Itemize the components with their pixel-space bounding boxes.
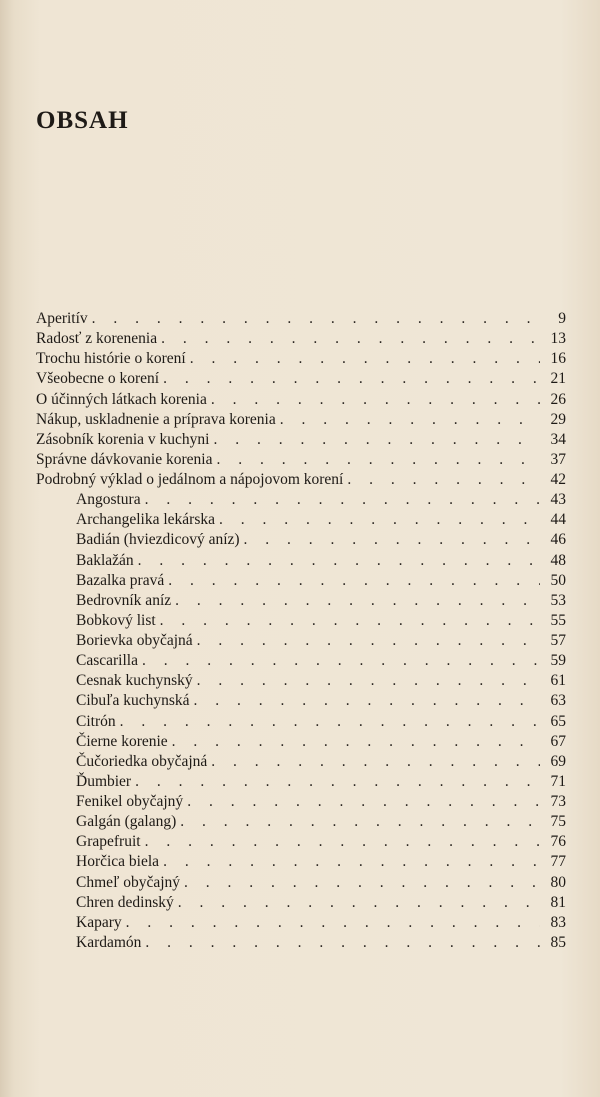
toc-entry-title: Archangelika lekárska xyxy=(76,511,216,529)
toc-entry xyxy=(36,591,566,611)
toc-entry xyxy=(36,329,566,349)
dot-leader xyxy=(161,329,540,349)
dot-leader xyxy=(92,309,540,329)
toc-entry-title: Angostura xyxy=(76,491,141,509)
toc-entry xyxy=(36,752,566,772)
toc-entry xyxy=(36,309,566,329)
toc-entry xyxy=(36,369,566,389)
toc-entry-page: 85 xyxy=(550,933,566,951)
dot-leader xyxy=(120,712,540,732)
dot-leader xyxy=(163,852,540,872)
toc-entry-page: 83 xyxy=(550,913,566,931)
toc-entry xyxy=(36,551,566,571)
toc-entry xyxy=(36,510,566,530)
dot-leader xyxy=(184,873,540,893)
dot-leader xyxy=(347,470,540,490)
dot-leader xyxy=(175,591,540,611)
toc-entry-title: Galgán (galang) xyxy=(76,813,177,831)
toc-entry-page: 65 xyxy=(550,712,566,730)
toc-entry xyxy=(36,410,566,430)
toc-entry-title: Fenikel obyčajný xyxy=(76,793,184,810)
toc-entry xyxy=(36,651,566,671)
toc-entry-title: Kapary xyxy=(76,913,122,931)
toc-entry-page: 9 xyxy=(558,310,566,327)
toc-entry xyxy=(36,873,566,893)
toc-entry xyxy=(36,933,566,953)
dot-leader xyxy=(211,752,540,772)
table-of-contents xyxy=(36,309,566,953)
toc-entry-page: 76 xyxy=(550,833,566,851)
dot-leader xyxy=(142,651,540,671)
toc-entry xyxy=(36,732,566,752)
toc-entry-page: 69 xyxy=(550,752,566,770)
dot-leader xyxy=(280,410,540,430)
toc-entry xyxy=(36,852,566,872)
toc-entry-page: 21 xyxy=(550,370,566,388)
toc-entry-title: Aperitív xyxy=(36,310,88,327)
toc-entry-page: 37 xyxy=(550,450,566,468)
toc-entry-title: Badián (hviezdicový aníz) xyxy=(76,531,240,549)
toc-entry xyxy=(36,571,566,591)
toc-entry-title: O účinných látkach korenia xyxy=(36,390,207,408)
toc-entry-page: 57 xyxy=(550,632,566,649)
page-title: OBSAH xyxy=(36,106,129,134)
toc-entry-title: Radosť z korenenia xyxy=(36,330,158,348)
toc-entry xyxy=(36,349,566,369)
toc-entry xyxy=(36,691,566,711)
toc-entry xyxy=(36,430,566,450)
toc-entry-title: Správne dávkovanie korenia xyxy=(36,450,213,468)
dot-leader xyxy=(216,450,540,470)
toc-entry-title: Podrobný výklad o jedálnom a nápojovom korení xyxy=(36,471,344,488)
toc-entry xyxy=(36,913,566,933)
toc-entry-title: Cibuľa kuchynská xyxy=(76,692,190,710)
toc-entry-page: 42 xyxy=(550,471,566,488)
toc-entry xyxy=(36,812,566,832)
toc-entry-title: Všeobecne o korení xyxy=(36,370,160,388)
toc-entry-page: 63 xyxy=(550,692,566,710)
dot-leader xyxy=(219,510,540,530)
dot-leader xyxy=(160,611,540,631)
toc-entry-title: Horčica biela xyxy=(76,853,160,871)
dot-leader xyxy=(197,671,540,691)
toc-entry xyxy=(36,470,566,490)
toc-entry-title: Čučoriedka obyčajná xyxy=(76,752,208,770)
toc-entry-title: Cascarilla xyxy=(76,652,138,670)
toc-entry-title: Bazalka pravá xyxy=(76,571,165,589)
toc-entry-page: 46 xyxy=(550,531,566,549)
toc-entry-title: Bobkový list xyxy=(76,611,156,629)
dot-leader xyxy=(244,530,540,550)
dot-leader xyxy=(145,490,540,510)
toc-entry-title: Ďumbier xyxy=(76,772,132,790)
dot-leader xyxy=(194,691,541,711)
toc-entry xyxy=(36,631,566,651)
toc-entry xyxy=(36,450,566,470)
dot-leader xyxy=(178,893,540,913)
dot-leader xyxy=(187,792,540,812)
toc-entry-title: Chmeľ obyčajný xyxy=(76,873,181,891)
dot-leader xyxy=(126,913,540,933)
toc-entry xyxy=(36,772,566,792)
toc-entry-page: 71 xyxy=(550,772,566,790)
toc-entry-page: 16 xyxy=(550,350,566,368)
toc-entry xyxy=(36,792,566,812)
toc-entry-page: 61 xyxy=(550,672,566,690)
toc-entry-page: 80 xyxy=(550,873,566,891)
toc-entry-title: Citrón xyxy=(76,712,116,730)
toc-entry-title: Bedrovník aníz xyxy=(76,591,172,609)
toc-entry-page: 26 xyxy=(550,390,566,408)
dot-leader xyxy=(213,430,540,450)
toc-entry-page: 13 xyxy=(550,330,566,348)
toc-entry-title: Borievka obyčajná xyxy=(76,632,193,649)
toc-entry xyxy=(36,671,566,691)
toc-entry-title: Baklažán xyxy=(76,551,134,569)
dot-leader xyxy=(211,390,540,410)
toc-entry-page: 59 xyxy=(550,652,566,670)
toc-entry-page: 73 xyxy=(550,793,566,810)
toc-entry-page: 29 xyxy=(550,410,566,428)
toc-entry-page: 50 xyxy=(550,571,566,589)
toc-entry-title: Trochu histórie o korení xyxy=(36,350,186,368)
dot-leader xyxy=(180,812,540,832)
toc-entry-title: Nákup, uskladnenie a príprava korenia xyxy=(36,410,276,428)
dot-leader xyxy=(172,732,540,752)
toc-entry-page: 75 xyxy=(550,813,566,831)
toc-entry-title: Zásobník korenia v kuchyni xyxy=(36,430,210,448)
toc-entry-title: Chren dedinský xyxy=(76,893,174,911)
toc-entry xyxy=(36,611,566,631)
dot-leader xyxy=(168,571,540,591)
dot-leader xyxy=(145,933,540,953)
toc-entry-title: Čierne korenie xyxy=(76,732,168,750)
toc-entry-page: 34 xyxy=(550,430,566,448)
toc-entry-title: Cesnak kuchynský xyxy=(76,672,193,690)
toc-entry-page: 81 xyxy=(550,893,566,911)
dot-leader xyxy=(197,631,540,651)
toc-entry-page: 53 xyxy=(550,591,566,609)
dot-leader xyxy=(163,369,540,389)
toc-entry xyxy=(36,893,566,913)
toc-entry-page: 44 xyxy=(550,511,566,529)
toc-entry-page: 55 xyxy=(550,611,566,629)
dot-leader xyxy=(190,349,540,369)
toc-entry xyxy=(36,390,566,410)
toc-entry xyxy=(36,530,566,550)
dot-leader xyxy=(138,551,540,571)
toc-entry-page: 67 xyxy=(550,732,566,750)
toc-entry-title: Grapefruit xyxy=(76,833,141,851)
toc-entry-title: Kardamón xyxy=(76,933,142,951)
toc-entry xyxy=(36,712,566,732)
dot-leader xyxy=(135,772,540,792)
toc-entry-page: 48 xyxy=(550,551,566,569)
toc-entry-page: 77 xyxy=(550,853,566,871)
toc-entry xyxy=(36,832,566,852)
toc-entry xyxy=(36,490,566,510)
toc-entry-page: 43 xyxy=(550,491,566,509)
dot-leader xyxy=(145,832,540,852)
